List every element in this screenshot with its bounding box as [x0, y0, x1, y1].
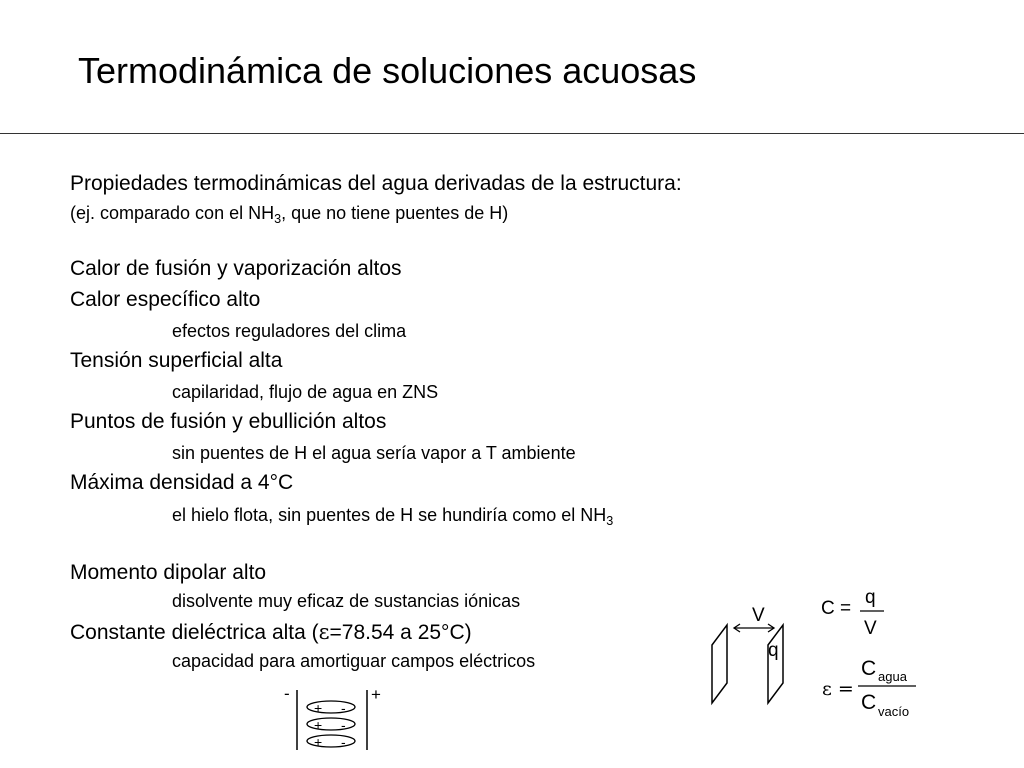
dipole-diagram — [284, 684, 381, 750]
dipole-molecule — [307, 700, 355, 716]
item-maxima-densidad: Máxima densidad a 4°C — [70, 471, 294, 494]
arrow-head-right — [768, 624, 774, 632]
item-tension-superficial: Tensión superficial alta — [70, 349, 283, 372]
item-constante-dielectrica — [70, 620, 472, 645]
intro-line-2-post: , que no tiene puentes de H) — [281, 203, 509, 223]
dipole-plus: + — [314, 717, 323, 733]
intro-line-1: Propiedades termodinámicas del agua derivadas de la estructura: — [70, 172, 682, 195]
capacitance-formula — [821, 587, 884, 639]
permittivity-numerator-sub: agua — [878, 669, 907, 684]
dipole-molecule — [307, 717, 355, 733]
capacitance-numerator: q — [865, 587, 876, 608]
dipole-minus: - — [341, 734, 346, 750]
capacitor-plate-left — [712, 625, 727, 703]
item-calor-especifico: Calor específico alto — [70, 288, 261, 311]
permittivity-numerator: C — [861, 657, 877, 680]
title-divider — [0, 133, 1024, 134]
subitem-hielo — [172, 505, 613, 526]
dielectrica-text: Constante dieléctrica alta ( — [70, 621, 319, 644]
item-calor-fusion: Calor de fusión y vaporización altos — [70, 257, 402, 280]
capacitor-plate-right — [768, 625, 783, 703]
capacitor-q-label: q — [768, 640, 779, 661]
capacitor-diagram — [712, 587, 916, 719]
dipole-plus: + — [314, 700, 323, 716]
subitem-capilaridad: capilaridad, flujo de agua en ZNS — [172, 382, 439, 402]
permittivity-denominator: C — [861, 691, 877, 714]
subitem-clima: efectos reguladores del clima — [172, 321, 407, 341]
intro-line-2 — [70, 203, 508, 224]
dipole-minus: - — [341, 717, 346, 733]
subitem-disolvente: disolvente muy eficaz de sustancias iónicas — [172, 591, 521, 611]
item-puntos-fusion: Puntos de fusión y ebullición altos — [70, 410, 387, 433]
slide-title: Termodinámica de soluciones acuosas — [78, 50, 697, 91]
dielectrica-value: =78.54 a 25°C) — [329, 621, 472, 644]
positive-plate-label: + — [371, 685, 381, 704]
permittivity-lhs: ε = — [822, 678, 854, 700]
item-momento-dipolar: Momento dipolar alto — [70, 561, 267, 584]
subitem-hielo-text: el hielo flota, sin puentes de H se hundiría como el NH — [172, 505, 607, 525]
dipole-minus: - — [341, 700, 346, 716]
nh3-subscript-2: 3 — [606, 513, 614, 528]
dipole-molecule — [307, 734, 355, 750]
permittivity-denominator-sub: vacío — [878, 704, 910, 719]
negative-plate-label: - — [284, 684, 290, 703]
nh3-subscript: 3 — [274, 211, 282, 226]
arrow-head-left — [734, 624, 740, 632]
dipole-plus: + — [314, 734, 323, 750]
epsilon-symbol: ε — [318, 620, 330, 644]
intro-line-2-pre: (ej. comparado con el NH — [70, 203, 275, 223]
subitem-capacidad: capacidad para amortiguar campos eléctricos — [172, 651, 536, 671]
subitem-vapor: sin puentes de H el agua sería vapor a T ambiente — [172, 443, 576, 463]
capacitance-lhs: C = — [821, 598, 852, 619]
capacitor-v-label: V — [752, 605, 765, 626]
capacitance-denominator: V — [864, 618, 877, 639]
permittivity-formula — [822, 657, 916, 719]
